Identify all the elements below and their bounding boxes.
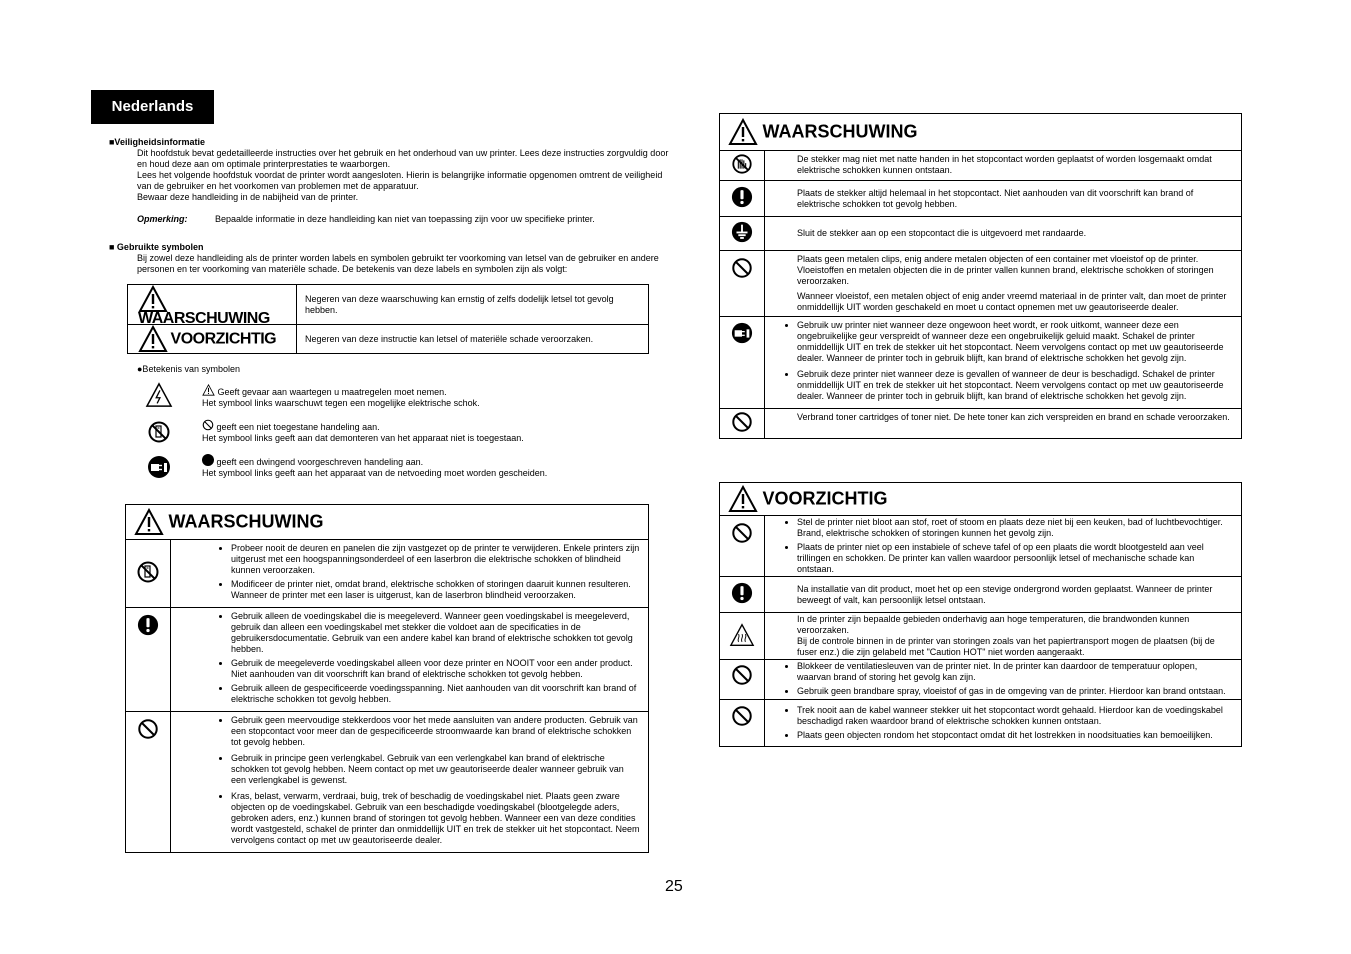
meaning-heading: ●Betekenis van symbolen (137, 364, 240, 374)
right-warning-table (719, 113, 1242, 439)
meaning-line: geeft een niet toegestane handeling aan. (216, 422, 380, 432)
meaning-line: geeft een dwingend voorgeschreven handeling aan. (216, 457, 424, 467)
language-tag: Nederlands (91, 90, 214, 124)
ground-icon (731, 221, 753, 243)
mandatory-icon (731, 582, 753, 604)
no-disassemble-icon (136, 560, 160, 584)
intro-paragraph: Dit hoofdstuk bevat gedetailleerde instructies over het gebruik en het onderhoud van uw printer. Lees deze instructies zorgvuldig door en houd deze aan om optimale printerprestaties te waarborgen. (137, 148, 669, 169)
prohibited-icon (731, 522, 753, 544)
warning-text: Plaats geen metalen clips, enig andere metalen objecten of een container met vloeistof op de printer. Vloeistoffen en metalen objecten die in de printer vallen kunnen brand, elektrische schokken of storingen veroorzaken. (797, 254, 1214, 286)
hot-surface-icon (729, 623, 755, 647)
warning-row (126, 540, 649, 608)
left-warning-table (125, 504, 649, 853)
no-disassemble-icon (147, 420, 171, 444)
symbols-heading: ■ Gebruikte symbolen (109, 242, 204, 252)
meaning-row (202, 454, 547, 479)
meaning-line: Het symbool links geeft aan het apparaat van de netvoeding moet worden gescheiden. (202, 468, 548, 478)
warning-text: Verbrand toner cartridges of toner niet. De hete toner kan zich verspreiden en brand en schade veroorzaken. (765, 409, 1242, 439)
meaning-line: Geeft gevaar aan waartegen u maatregelen moet nemen. (217, 387, 447, 397)
prohibited-icon (202, 419, 214, 431)
meaning-line: Het symbool links waarschuwt tegen een mogelijke elektrische schok. (202, 398, 480, 408)
caution-header (720, 483, 1242, 516)
unplug-icon (147, 455, 171, 479)
warning-title: WAARSCHUWING (168, 511, 324, 532)
label-table (127, 284, 649, 354)
symbols-text: Bij zowel deze handleiding als de printer worden labels en symbolen gebruikt ter voorkoming van letsel van de gebruiker en andere personen en ter voorkoming van materiële schade. De betekenis van deze labels en symbolen zijn als volgt: (137, 253, 659, 274)
intro-paragraphs (137, 148, 669, 225)
warning-triangle-icon (138, 325, 168, 353)
warning-item: • Gebruik alleen de gespecificeerde voedingsspanning. Niet aanhouden van dit voorschrift kan brand of elektrische schokken tot gevolg hebben. (231, 683, 640, 705)
prohibited-icon (731, 257, 753, 279)
caution-row (720, 700, 1242, 747)
meaning-row (202, 384, 480, 409)
intro-paragraph: Bewaar deze handleiding in de nabijheid van de printer. (137, 192, 359, 202)
label-row (128, 325, 649, 354)
note (137, 214, 669, 225)
mandatory-icon (731, 186, 753, 208)
warning-triangle-icon (728, 118, 758, 146)
warning-header (126, 505, 649, 540)
caution-text: Bij de controle binnen in de printer van storingen zoals van het papiertransport mogen de plaatsen (bij de fuser enz.) die zijn gelabeld met "Caution HOT" niet worden aangeraakt. (797, 636, 1215, 657)
prohibited-icon (137, 718, 159, 740)
label-row (128, 285, 649, 325)
warning-triangle-icon (202, 384, 215, 396)
warning-item: • Modificeer de printer niet, omdat brand, elektrische schokken of storingen daaruit kunnen resulteren. Wanneer de printer met een laser is uitgerust, kan de laserbron blindheid veroorzaken. (231, 579, 640, 601)
warning-triangle-icon (134, 508, 164, 536)
warning-item: • Gebruik alleen de voedingskabel die is meegeleverd. Wanneer geen voedingskabel is meegeleverd, gebruik dan alleen een voedingskabel met stekker die voldoet aan de specificaties in de gebruikersdocumentatie. Gebruik van een andere kabel kan brand of elektrische schokken tot gevolg hebben. (231, 611, 640, 655)
caution-row (720, 516, 1242, 577)
page-number: 25 (665, 878, 683, 895)
symbols-section (109, 242, 669, 275)
caution-item: • Plaats de printer niet op een instabiele of scheve tafel of op een plaats die wordt blootgesteld aan veel trillingen en schokken. De printer kan vallen waardoor persoonlijk letsel of mechanische schade kan ontstaan. (797, 542, 1233, 575)
note-text: Bepaalde informatie in deze handleiding kan niet van toepassing zijn voor uw specifieke printer. (215, 214, 595, 224)
meaning-row (202, 419, 524, 444)
warning-item: • Probeer nooit de deuren en panelen die zijn vastgezet op de printer te verwijderen. Enkele printers zijn uitgerust met een hoogspanningsonderdeel of een laserbron die elektrische schokken of blindheid kunnen veroorzaken. (231, 543, 640, 576)
warning-row (720, 317, 1242, 409)
warning-triangle-icon (728, 485, 758, 513)
caution-item: • Stel de printer niet bloot aan stof, roet of stoom en plaats deze niet bij een keuken, bad of luchtbevochtiger. Brand, elektrische schokken of storingen kunnen het gevolg zijn. (797, 517, 1233, 539)
warning-row (126, 712, 649, 853)
prohibited-icon (731, 705, 753, 727)
warning-text: Sluit de stekker aan op een stopcontact die is uitgevoerd met randaarde. (765, 217, 1242, 251)
caution-title: VOORZICHTIG (762, 488, 888, 509)
warning-text: Wanneer vloeistof, een metalen object of enig ander vreemd materiaal in de printer valt, dan moet de printer onmiddellijk UIT worden geschakeld en moet u contact opnemen met uw geautoriseerde dealer. (797, 291, 1227, 312)
prohibited-icon (731, 411, 753, 433)
note-label: Opmerking: (137, 214, 188, 224)
warning-row (720, 181, 1242, 217)
no-wet-hands-icon (731, 153, 753, 175)
warning-row (720, 251, 1242, 317)
meaning-line: Het symbool links geeft aan dat demonteren van het apparaat niet is toegestaan. (202, 433, 524, 443)
mandatory-icon (137, 614, 159, 636)
warning-item: • Gebruik in principe geen verlengkabel. Gebruik van een verlengkabel kan brand of elektrische schokken tot gevolg hebben. Neem contact op met uw geautoriseerde dealer wanneer gebruik van een verlengkabel is gewenst. (231, 753, 640, 786)
warning-header (720, 114, 1242, 151)
caution-row (720, 660, 1242, 700)
prohibited-icon (731, 664, 753, 686)
label-name: WAARSCHUWING (138, 310, 270, 328)
warning-text: Plaats de stekker altijd helemaal in het stopcontact. Niet aanhouden van dit voorschrift kan brand of elektrische schokken tot gevolg hebben. (765, 181, 1242, 217)
mandatory-dot-icon (202, 454, 214, 466)
warning-item: • Gebruik de meegeleverde voedingskabel alleen voor deze printer en NOOIT voor een ander product. Niet aanhouden van dit voorschrift kan brand of elektrische schokken tot gevolg hebben. (231, 658, 640, 680)
caution-item: • Gebruik geen brandbare spray, vloeistof of gas in de omgeving van de printer. Hierdoor kan brand ontstaan. (797, 686, 1233, 697)
right-caution-table (719, 482, 1242, 747)
caution-item: • Blokkeer de ventilatiesleuven van de printer niet. In de printer kan daardoor de temperatuur oplopen, waarvan brand of storing het gevolg kan zijn. (797, 661, 1233, 683)
warning-row (720, 409, 1242, 439)
warning-item: • Gebruik geen meervoudige stekkerdoos voor het mede aansluiten van andere producten. Gebruik van een stopcontact voor meer dan de gespecificeerde stroomwaarde kan brand of elektrische schokken tot gevolg hebben. (231, 715, 640, 748)
warning-item: • Gebruik uw printer niet wanneer deze ongewoon heet wordt, er rook uitkomt, wanneer deze een ongebruikelijke geur verspreidt of wanneer deze een ongebruikelijk geluid maakt. Schakel de printer onmiddellijk UIT en trek de stekker uit het stopcontact. Neem vervolgens contact op met uw geautoriseerde dealer. Wanneer de printer toch in gebruik blijft, kan brand of elektrische schokken het gevolg zijn. (797, 320, 1233, 364)
label-text: Negeren van deze instructie kan letsel of materiële schade veroorzaken. (297, 325, 649, 354)
caution-item: • Trek nooit aan de kabel wanneer stekker uit het stopcontact wordt gehaald. Hierdoor kan de voedingskabel beschadigd raken waardoor brand of elektrische schokken kunnen ontstaan. (797, 705, 1233, 727)
caution-row (720, 577, 1242, 613)
electric-shock-icon (145, 382, 173, 408)
unplug-icon (731, 322, 753, 344)
warning-item: • Kras, belast, verwarm, verdraai, buig, trek of beschadig de voedingskabel niet. Plaats geen zware objecten op de voedingskabel. Gebruik van een beschadigde voedingskabel (blootgelegde aders, gebroken aders, enz.) kunnen brand of storingen tot gevolg hebben. Wanneer een van deze condities wordt vastgesteld, schakel de printer dan onmiddellijk UIT en trek de stekker uit het stopcontact. Neem vervolgens contact op met uw geautoriseerde dealer. (231, 791, 640, 846)
label-name: VOORZICHTIG (170, 330, 277, 348)
caution-item: • Plaats geen objecten rondom het stopcontact omdat dit het lostrekken in noodsituaties kan bemoeilijken. (797, 730, 1233, 741)
caution-text: Na installatie van dit product, moet het op een stevige ondergrond worden geplaatst. Wanneer de printer beweegt of valt, kan persoonlijk letsel ontstaan. (765, 577, 1242, 613)
caution-text: In de printer zijn bepaalde gebieden onderhavig aan hoge temperaturen, die brandwonden kunnen veroorzaken. (797, 614, 1190, 635)
warning-item: • Gebruik deze printer niet wanneer deze is gevallen of wanneer de deur is beschadigd. Schakel de printer onmiddellijk UIT en trek de stekker uit het stopcontact. Neem vervolgens contact op met uw geautoriseerde dealer. Wanneer de printer toch in gebruik blijft, kan brand of elektrische schokken het gevolg zijn. (797, 369, 1233, 402)
intro-section (109, 137, 669, 225)
warning-row (720, 151, 1242, 181)
warning-triangle-icon (138, 285, 168, 313)
warning-row (126, 608, 649, 712)
warning-text: De stekker mag niet met natte handen in het stopcontact worden geplaatst of worden losgemaakt omdat elektrische schokken kunnen ontstaan. (765, 151, 1242, 181)
warning-title: WAARSCHUWING (762, 121, 918, 142)
caution-row (720, 613, 1242, 660)
intro-paragraph: Lees het volgende hoofdstuk voordat de printer wordt aangesloten. Hierin is belangrijke informatie opgenomen omtrent de veiligheid van de gebruiker en het voorkomen van problemen met de apparatuur. (137, 170, 663, 191)
warning-row (720, 217, 1242, 251)
label-text: Negeren van deze waarschuwing kan ernstig of zelfs dodelijk letsel tot gevolg hebben. (297, 285, 649, 325)
safety-heading: ■Veiligheidsinformatie (109, 137, 205, 147)
